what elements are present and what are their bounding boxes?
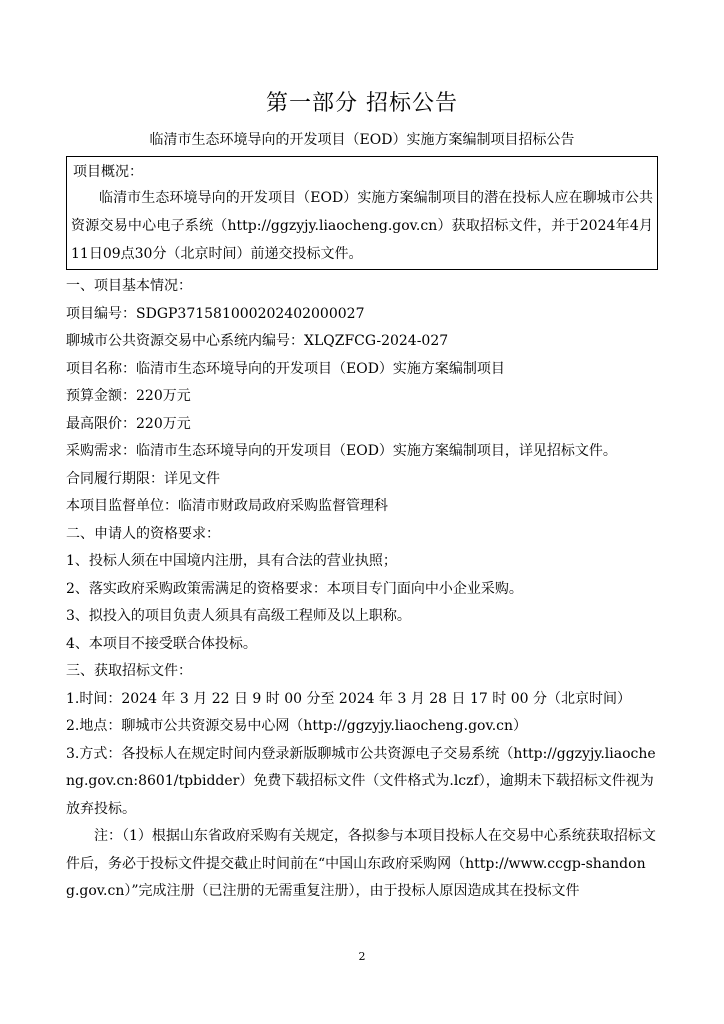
- obtain-place: 2.地点：聊城市公共资源交易中心网（http://ggzyjy.liaocheng.gov.cn）: [66, 718, 528, 734]
- notice-subtitle: 临清市生态环境导向的开发项目（EOD）实施方案编制项目招标公告: [149, 132, 575, 148]
- page-title: 第一部分 招标公告: [266, 91, 458, 116]
- page-number: 2: [358, 950, 366, 963]
- document-body: [66, 273, 658, 906]
- section-heading-qualifications: 二、申请人的资格要求：: [66, 525, 220, 542]
- qualification-item: 3、拟投入的项目负责人须具有高级工程师及以上职称。: [66, 608, 411, 624]
- project-name: 项目名称：临清市生态环境导向的开发项目（EOD）实施方案编制项目: [66, 360, 505, 377]
- system-number: 聊城市公共资源交易中心系统内编号：XLQZFCG-2024-027: [66, 333, 449, 349]
- qualification-item: 4、本项目不接受联合体投标。: [66, 635, 257, 652]
- overview-label: 项目概况：: [73, 164, 143, 180]
- registration-note: 注：（1）根据山东省政府采购有关规定，各拟参与本项目投标人在交易中心系统获取招标文件后，务必于投标文件提交截止时间前在“中国山东政府采购网（http://www.ccgp-shandong.gov.cn）”完成注册（已注册的无需重复注册），由于投标人原因造成其在投标文件: [66, 828, 656, 899]
- obtain-time: 1.时间：2024 年 3 月 22 日 9 时 00 分至 2024 年 3 月 28 日 17 时 00 分（北京时间）: [66, 690, 631, 707]
- contract-period: 合同履行期限：详见文件: [66, 470, 220, 487]
- qualification-item: 2、落实政府采购政策需满足的资格要求：本项目专门面向中小企业采购。: [66, 580, 523, 597]
- section-heading-obtain-documents: 三、获取招标文件：: [66, 663, 192, 679]
- project-number: 项目编号：SDGP371581000202402000027: [66, 305, 365, 322]
- procurement-demand: 采购需求：临清市生态环境导向的开发项目（EOD）实施方案编制项目，详见招标文件。: [66, 443, 617, 459]
- section-heading-basic-info: 一、项目基本情况：: [66, 278, 192, 294]
- project-overview-box: [66, 156, 658, 270]
- obtain-method: 3.方式：各投标人在规定时间内登录新版聊城市公共资源电子交易系统（http://ggzyjy.liaocheng.gov.cn:8601/tpbidder）免费下载招标文件（文件格式为.lczf），逾期未下载招标文件视为放弃投标。: [66, 745, 656, 817]
- overview-text: 临清市生态环境导向的开发项目（EOD）实施方案编制项目的潜在投标人应在聊城市公共资源交易中心电子系统（http://ggzyjy.liaocheng.gov.cn）获取招标文件，并于2024年4月11日09点30分（北京时间）前递交投标文件。: [71, 190, 653, 262]
- budget-amount: 预算金额：220万元: [66, 388, 191, 404]
- qualification-item: 1、投标人须在中国境内注册，具有合法的营业执照；: [66, 553, 397, 569]
- max-price: 最高限价：220万元: [66, 415, 191, 432]
- supervisor-unit: 本项目监督单位：临清市财政局政府采购监督管理科: [66, 498, 388, 514]
